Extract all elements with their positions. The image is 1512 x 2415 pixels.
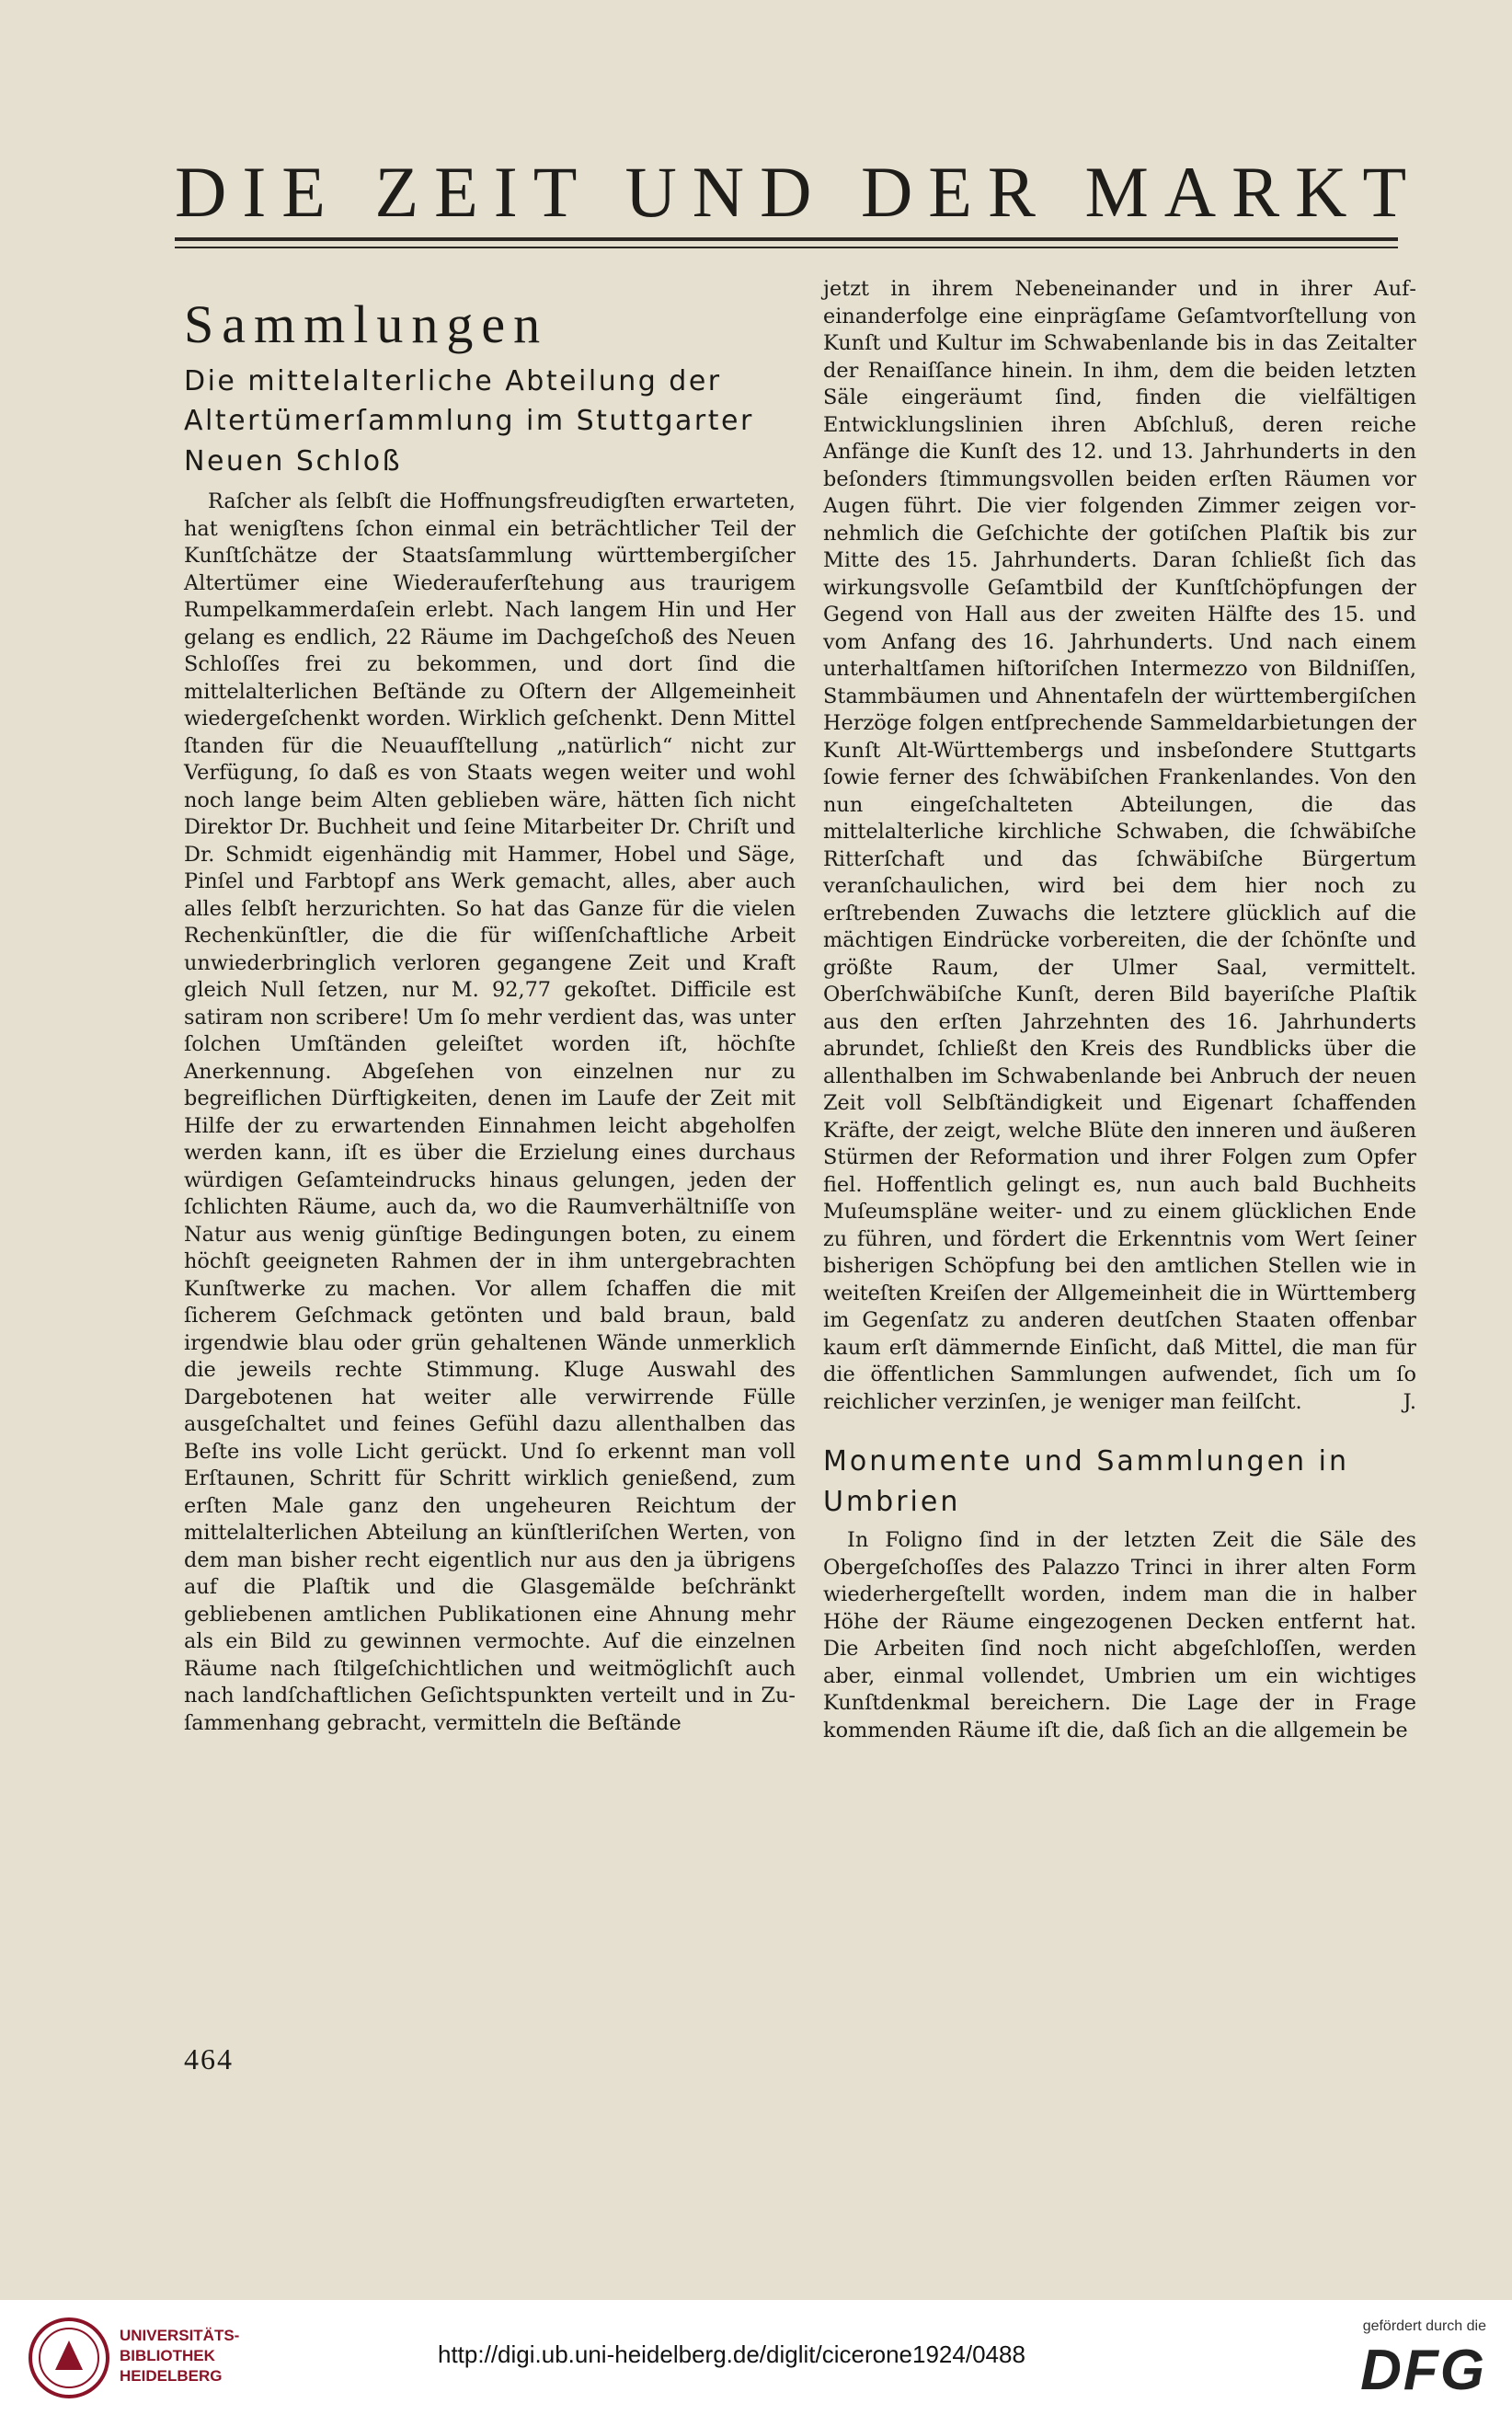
running-title: DIE ZEIT UND DER MARKT	[175, 152, 1423, 232]
section-subtitle	[184, 362, 796, 482]
dfg-logo: DFG	[1360, 2339, 1486, 2402]
header-rule-thick	[175, 237, 1398, 241]
sponsor-label: gefördert durch die	[1362, 2318, 1486, 2334]
institution-line: HEIDELBERG	[120, 2367, 223, 2385]
institution-line: BIBLIOTHEK	[120, 2347, 215, 2364]
right-column	[823, 276, 1416, 1744]
subtitle-line: Neuen Schloß	[184, 444, 403, 477]
section-title: Sammlungen	[184, 294, 549, 354]
left-column	[184, 276, 796, 1737]
section2-paragraph: In Foligno ſind in der letzten Zeit die Säle des Obergeſchoſſes des Palazzo Trinci in ihrer alten Form wiederhergeſtellt worden, indem man die in halber Höhe der Räume eingezogenen Decken entfernt hat. Die Arbeiten ſind noch nicht abgeſchloſſen, werden aber, einmal vollendet, Umbrien um ein wichtiges Kunſtdenkmal bereichern. Die Lage der in Frage kommenden Räume iſt die, daß ſich an die allgemein be	[823, 1528, 1416, 1742]
section2-title	[823, 1442, 1416, 1522]
institution-line: UNIVERSITÄTS-	[120, 2327, 240, 2344]
header-rule-thin	[175, 247, 1398, 248]
subtitle-line: Altertümerſammlung im Stuttgarter	[184, 405, 754, 438]
permalink-url[interactable]: http://digi.ub.uni-heidelberg.de/diglit/cicerone1924/0488	[438, 2340, 1025, 2368]
paragraph-text: jetzt in ihrem Nebeneinander und in ihrer Aufeinanderfolge eine einprägſame Geſamtvorſtellung von Kunſt und Kultur im Schwabenlande bis in das Zeitalter der Renaiſſance hinein. In ihm, dem die beiden letzten Säle eingeräumt ſind, finden die vielfältigen Entwicklungslinien ihren Abſchluß, deren reiche Anfänge die Kunſt des 12. und 13. Jahrhunderts in den beſonders ſtimmungsvollen beiden erſten Räumen vor Augen führt. Die vier folgenden Zimmer zeigen vornehmlich die Geſchichte der gotiſchen Plaſtik bis zur Mitte des 15. Jahrhunderts. Daran ſchließt ſich das wirkungsvolle Geſamtbild der Kunſtſchöpfungen der Gegend von Hall aus der zweiten Hälfte des 15. und vom Anfang des 16. Jahrhunderts. Und nach einem unterhaltſamen hiſtoriſchen Intermezzo von Bildniſſen, Stammbäumen und Ahnentafeln der württembergiſchen Herzöge folgen entſprechende Sammeldarbietungen der Kunſt Alt-Württembergs und insbeſondere Stuttgarts ſowie ferner des ſchwäbiſchen Frankenlandes. Von den nun eingeſchalteten Abteilungen, die das mittelalterliche kirchliche Schwaben, die ſchwäbiſche Ritterſchaft und das ſchwäbiſche Bürgertum veranſchaulichen, wird bei dem hier noch zu erſtrebenden Zuwachs die letztere glücklich auf die mächtigen Eindrücke vorbereiten, die der ſchönſte und größte Raum, der Ulmer Saal, vermittelt. Oberſchwäbiſche Kunſt, deren Bild bayeriſche Plaſtik aus den erſten Jahrzehnten des 16. Jahrhunderts abrundet, ſchließt den Kreis des Rundblicks über die allenthalben im Schwabenlande bei Anbruch der neuen Zeit voll Selbſtändigkeit und Eigenart ſchaffenden Kräfte, der zeigt, welche Blüte den inneren und äußeren Stürmen der Reformation und ihrer Folgen zum Opfer fiel. Hoffentlich gelingt es, nun auch bald Buchheits Muſeumspläne weiter- und zu einem glücklichen Ende zu führen, und fördert die Erkenntnis vom Wert ſeiner bisherigen Schöpfung bei den amtlichen Stellen wie in weiteſten Kreiſen der Allgemeinheit die in Württemberg im Gegenſatz zu anderen deutſchen Staaten offenbar kaum erſt dämmernde Einſicht, daß Mittel, die man für die öffentlichen Sammlungen aufwendet, ſich um ſo reichlicher verzinſen, je weniger man feilſcht.	[823, 277, 1416, 1414]
digitization-footer	[0, 2300, 1512, 2415]
section2-title-line: Monumente und Sammlungen in	[823, 1445, 1349, 1478]
heidelberg-seal-icon	[28, 2317, 110, 2399]
article-paragraph: Raſcher als ſelbſt die Hoffnungsfreudigſten erwarteten, hat wenigſtens ſchon einmal ein beträchtlicher Teil der Kunſtſchätze der Staatsſammlung württembergiſcher Altertümer eine Wiederauferſtehung aus traurigem Rumpelkammerdaſein erlebt. Nach langem Hin und Her gelang es endlich, 22 Räume im Dachgeſchoß des Neuen Schloſſes frei zu bekommen, und dort ſind die mittelalterlichen Beſtände zu Oſtern der Allgemeinheit wiedergeſchenkt worden. Wirklich geſchenkt. Denn Mittel ſtanden für die Neuaufſtellung „natürlich“ nicht zur Verfügung, ſo daß es von Staats wegen weiter und wohl noch lange beim Alten geblieben wäre, hätten ſich nicht Direktor Dr. Buchheit und ſeine Mitarbeiter Dr. Chriſt und Dr. Schmidt eigenhändig mit Hammer, Hobel und Säge, Pinſel und Farbtopf ans Werk gemacht, alles, aber auch alles ſelbſt herzurichten. So hat das Ganze für die vielen Rechenkünſtler, die die für wiſſenſchaftliche Arbeit unwiederbringlich verloren gegangene Zeit und Kraft gleich Null ſetzen, nur M. 92,77 gekoſtet. Difficile est satiram non scribere! Um ſo mehr verdient das, was unter ſolchen Umſtänden geleiſtet worden iſt, höchſte Anerkennung. Abgeſehen von einzelnen nur zu begreiflichen Dürftigkeiten, denen im Laufe der Zeit mit Hilfe der zu erwartenden Einnahmen leicht abgeholfen werden kann, iſt es über die Erzielung eines durchaus würdigen Geſamteindrucks hinaus gelungen, jeden der ſchlichten Räume, auch da, wo die Raumverhältniſſe von Natur aus wenig günſtige Bedingungen boten, zu einem höchſt geeigneten Rahmen der in ihm untergebrachten Kunſtwerke zu machen. Vor allem ſchaffen die mit ſicherem Geſchmack getönten und bald braun, bald irgendwie blau oder grün gehaltenen Wände unmerklich die jeweils rechte Stimmung. Kluge Auswahl des Dargebotenen hat weiter alle verwirrende Fülle ausgeſchaltet und feines Gefühl dazu allenthalben das Beſte ins volle Licht gerückt. Und ſo erkennt man voll Erſtaunen, Schritt für Schritt wirklich genießend, zum erſten Male ganz den ungeheuren Reichtum der mittelalterlichen Abteilung an künſtleriſchen Werten, von dem man bisher recht eigentlich nur aus den ja übrigens auf die Plaſtik und die Glasgemälde beſchränkt gebliebenen amtlichen Publikationen eine Ahnung mehr als ein Bild zu gewinnen vermochte. Auf die einzelnen Räume nach ſtilgeſchichtlichen und weitmöglichſt auch nach landſchaftlichen Geſichtspunkten verteilt und in Zuſammenhang gebracht, vermitteln die Beſtände	[184, 489, 796, 1735]
author-signature: J.	[1403, 1389, 1416, 1414]
article-paragraph-continued	[823, 276, 1416, 1416]
institution-name	[120, 2326, 239, 2386]
section2-title-line: Umbrien	[823, 1485, 961, 1518]
subtitle-line: Die mittelalterliche Abteilung der	[184, 364, 722, 397]
page-number: 464	[184, 2042, 234, 2076]
